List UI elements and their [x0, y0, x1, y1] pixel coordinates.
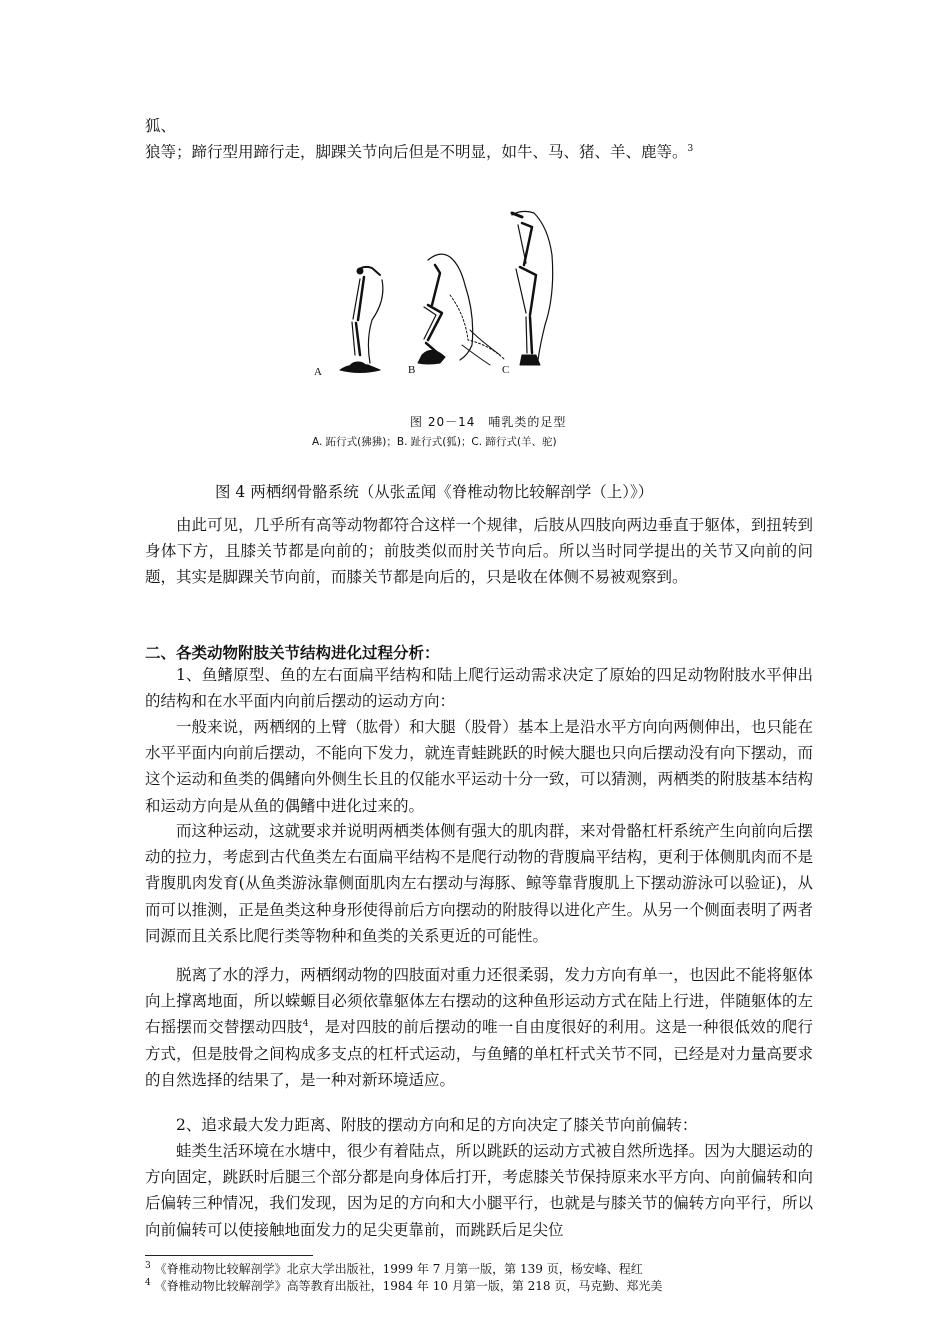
paragraph-part: ，是对四肢的前后摆动的唯一自由度很好的利用。这是一种很低效的爬行方式，但是肢骨之间构成多支点的杠杆式运动，与鱼鳍的单杠杆式关节不同，已经是对力量高要求的自然选择的结果了，是一种对新环境适应。 [145, 1018, 813, 1089]
figure-caption: 图 4 两栖纲骨骼系统（从张孟闻《脊椎动物比较解剖学（上）》） [215, 483, 654, 501]
paragraph-part: 脱离了水的浮力，两栖纲动物的四肢面对重力还很柔弱，发力方向有单一，也因此不能将躯体向上撑离地面，所以蝾螈目必须依靠躯体左右摆动的这种鱼形运动方式在陆上行进，伴随躯体的左右摇摆而交替摆动四肢 [145, 966, 813, 1037]
paragraph [145, 962, 813, 1093]
label-c: C [502, 364, 510, 376]
footnote-ref: 4 [302, 1019, 309, 1030]
unguligrade-leg [512, 211, 553, 365]
text-line-content: 狼等；蹄行型用蹄行走，脚踝关节向后但是不明显，如牛、马、猪、羊、鹿等。 [145, 143, 688, 161]
figure-subtitle: A. 跖行式(狒狒)；B. 趾行式(狐)；C. 蹄行式(羊、驼) [312, 436, 557, 448]
footnote-divider [145, 1255, 313, 1256]
text-line [145, 139, 815, 165]
footnote-text: 《脊椎动物比较解剖学》北京大学出版社，1999 年 7 月第一版，第 139 页，杨安峰、程红 [154, 1262, 643, 1276]
paragraph: 蛙类生活环境在水塘中，很少有着陆点，所以跳跃的运动方式被自然所选择。因为大腿运动的方向固定，跳跃时后腿三个部分都是向身体后打开，考虑膝关节保持原来水平方向、向前偏转和向后偏转三种情况，我们发现，因为足的方向和大小腿平行，也就是与膝关节的偏转方向平行，所以向前偏转可以使接触地面发力的足尖更靠前，而跳跃后足尖位 [145, 1142, 813, 1239]
footnote-ref: 3 [687, 143, 694, 154]
label-b: B [408, 364, 416, 376]
footnote-number: 4 [145, 1278, 151, 1288]
section-heading: 二、各类动物附肢关节结构进化过程分析： [145, 643, 440, 662]
paragraph: 由此可见，几乎所有高等动物都符合这样一个规律，后肢从四肢向两边垂直于躯体，到扭转到身体下方，且膝关节都是向前的；前肢类似而肘关节向后。所以当时同学提出的关节又向前的问题，其实是脚踝关节向前，而膝关节都是向后的，只是收在体侧不易被观察到。 [145, 516, 813, 587]
footnote [145, 1278, 662, 1294]
digitigrade-leg [418, 254, 505, 365]
paragraph: 1、鱼鳍原型、鱼的左右面扁平结构和陆上爬行运动需求决定了原始的四足动物附肢水平伸出的结构和在水平面内向前后摆动的运动方向： [145, 666, 813, 711]
plantigrade-leg [340, 267, 383, 373]
foot-type-illustration [300, 205, 630, 405]
paragraph: 一般来说，两栖纲的上臂（肱骨）和大腿（股骨）基本上是沿水平方向向两侧伸出，也只能在水平平面内向前后摆动，不能向下发力，就连青蛙跳跃的时候大腿也只向后摆动没有向下摆动，而这个运动和鱼类的偶鳍向外侧生长且的仅能水平运动十分一致，可以猜测，两栖类的附肢基本结构和运动方向是从鱼的偶鳍中进化过来的。 [145, 718, 813, 815]
text-line: 狐、 [145, 117, 177, 135]
footnote-text: 《脊椎动物比较解剖学》高等教育出版社，1984 年 10 月第一版，第 218 页，马克勤、郑光美 [154, 1279, 663, 1293]
label-a: A [314, 366, 322, 378]
paragraph: 而这种运动，这就要求并说明两栖类体侧有强大的肌肉群，来对骨骼杠杆系统产生向前向后摆动的拉力，考虑到古代鱼类左右面扁平结构不是爬行动物的背腹扁平结构，更利于体侧肌肉而不是背腹肌肉发育(从鱼类游泳靠侧面肌肉左右摆动与海豚、鲸等靠背腹肌上下摆动游泳可以验证)，从而可以推测，正是鱼类这种身形使得前后方向摆动的附肢得以进化产生。从另一个侧面表明了两者同源而且关系比爬行类等物种和鱼类的关系更近的可能性。 [145, 822, 813, 945]
figure-title: 图 20－14 哺乳类的足型 [410, 415, 567, 429]
footnote-number: 3 [145, 1261, 151, 1271]
paragraph: 2、追求最大发力距离、附肢的摆动方向和足的方向决定了膝关节向前偏转： [176, 1116, 698, 1134]
footnote [145, 1261, 643, 1277]
